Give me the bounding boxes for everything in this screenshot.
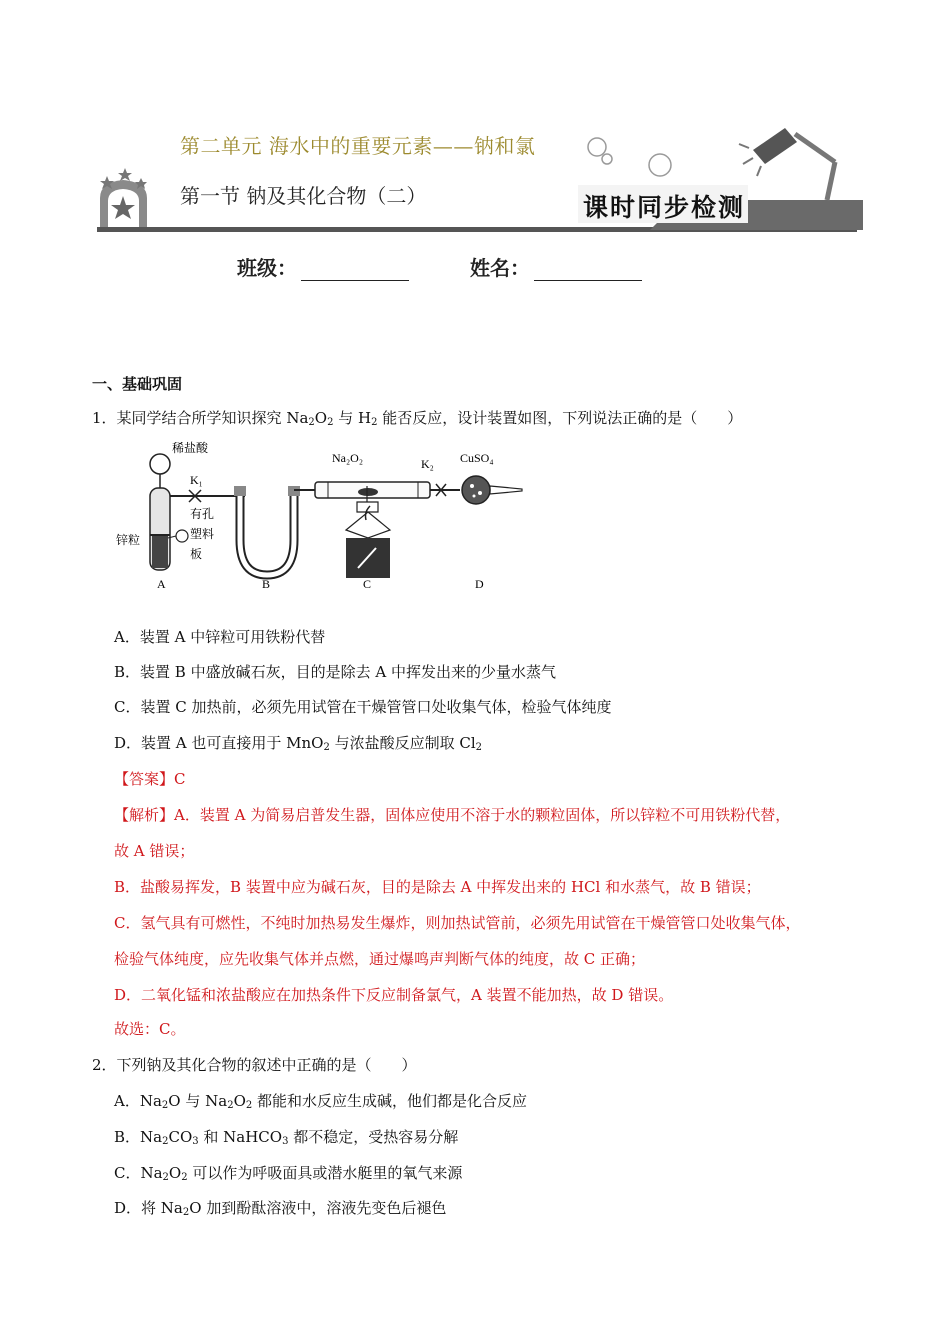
desk-lamp-icon bbox=[735, 120, 850, 205]
q1-stem: 1．某同学结合所学知识探究 $Na_2O_2$ 与 $H_2$ 能否反应，设计装置如图，下列说法正确的是（ ） bbox=[92, 409, 743, 428]
svg-text:A: A bbox=[157, 577, 166, 591]
q2-option-b: B．$Na_2CO_3$ 和 NaHCO$_3$ 都不稳定，受热容易分解 bbox=[114, 1128, 459, 1147]
svg-text:稀盐酸: 稀盐酸 bbox=[172, 441, 209, 455]
class-label: 班级： bbox=[237, 256, 297, 280]
svg-text:D: D bbox=[475, 577, 484, 591]
q2-option-a: A．$Na_2O$ 与 $Na_2O_2$ 都能和水反应生成碱，他们都是化合反应 bbox=[114, 1092, 528, 1111]
q2-option-c: C．$Na_2O_2$ 可以作为呼吸面具或潜水艇里的氧气来源 bbox=[114, 1164, 463, 1183]
class-blank[interactable] bbox=[301, 262, 409, 281]
q1-option-d: D．装置 A 也可直接用于 MnO$_2$ 与浓盐酸反应制取 $Cl_2$ bbox=[114, 734, 483, 753]
q1-explanation-2: 故 A 错误； bbox=[114, 842, 195, 860]
trophy-icon bbox=[95, 168, 165, 233]
bubbles-icon bbox=[585, 135, 680, 180]
q1-explanation-4: C．氢气具有可燃性，不纯时加热易发生爆炸，则加热试管前，必须先用试管在干燥管管口处收集气体， bbox=[114, 914, 801, 932]
section-heading: 一、基础巩固 bbox=[92, 375, 183, 393]
q1-option-c: C．装置 C 加热前，必须先用试管在干燥管管口处收集气体，检验气体纯度 bbox=[114, 698, 612, 716]
svg-text:CuSO₄: CuSO₄ bbox=[460, 451, 494, 465]
svg-text:有孔: 有孔 bbox=[190, 507, 215, 521]
q1-explanation-1: 【解析】A．装置 A 为简易启普发生器，固体应使用不溶于水的颗粒固体，所以锌粒不可用铁粉代替， bbox=[114, 806, 791, 824]
q1-explanation-7: 故选：C。 bbox=[114, 1020, 186, 1038]
section-title: 第一节 钠及其化合物（二） bbox=[180, 184, 427, 208]
svg-text:Na₂O₂: Na₂O₂ bbox=[332, 451, 364, 465]
apparatus-diagram bbox=[110, 440, 530, 600]
q1-answer: 【答案】C bbox=[114, 770, 186, 788]
badge-label: 课时同步检测 bbox=[583, 193, 746, 222]
svg-text:板: 板 bbox=[190, 547, 203, 561]
svg-text:塑料: 塑料 bbox=[190, 527, 215, 541]
svg-text:K₁: K₁ bbox=[190, 473, 203, 487]
q1-explanation-6: D．二氧化锰和浓盐酸应在加热条件下反应制备氯气，A 装置不能加热，故 D 错误。 bbox=[114, 986, 674, 1004]
q1-option-b: B．装置 B 中盛放碱石灰，目的是除去 A 中挥发出来的少量水蒸气 bbox=[114, 663, 556, 681]
svg-text:C: C bbox=[363, 577, 372, 591]
svg-text:B: B bbox=[262, 577, 271, 591]
name-label: 姓名： bbox=[470, 256, 530, 280]
class-field[interactable] bbox=[237, 252, 409, 281]
q1-explanation-3: B．盐酸易挥发，B 装置中应为碱石灰，目的是除去 A 中挥发出来的 HCl 和水蒸气，故 B 错误； bbox=[114, 878, 761, 896]
svg-text:K₂: K₂ bbox=[421, 457, 434, 471]
q1-explanation-5: 检验气体纯度，应先收集气体并点燃，通过爆鸣声判断气体的纯度，故 C 正确； bbox=[114, 950, 646, 968]
unit-title: 第二单元 海水中的重要元素——钠和氯 bbox=[180, 134, 536, 158]
q2-option-d: D．将 $Na_2O$ 加到酚酞溶液中，溶液先变色后褪色 bbox=[114, 1199, 447, 1218]
name-field[interactable] bbox=[470, 252, 642, 281]
q2-stem: 2．下列钠及其化合物的叙述中正确的是（ ） bbox=[92, 1056, 417, 1074]
svg-text:锌粒: 锌粒 bbox=[116, 533, 141, 547]
q1-option-a: A．装置 A 中锌粒可用铁粉代替 bbox=[114, 628, 326, 646]
name-blank[interactable] bbox=[534, 262, 642, 281]
header-banner bbox=[0, 0, 950, 240]
